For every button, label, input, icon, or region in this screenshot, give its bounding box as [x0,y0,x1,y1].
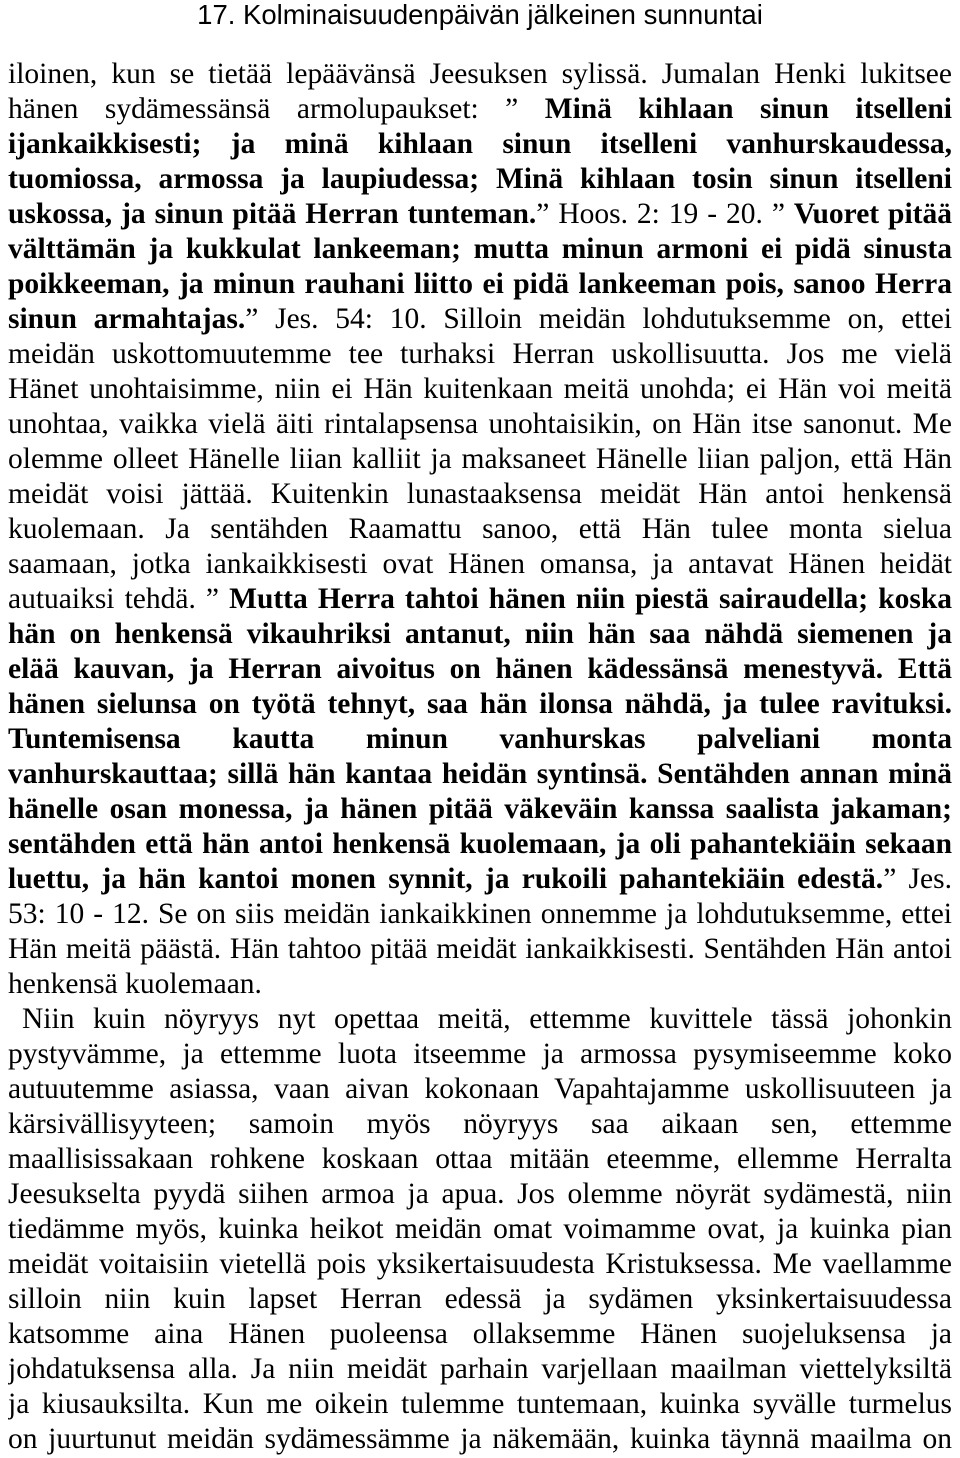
text-run: autuutemme asiassa, vaan aivan kokonaan Vapahtajamme uskollisuuteen ja [8,1073,952,1105]
text-run: olemme olleet Hänelle liian kalliit ja maksaneet Hänelle liian paljon, että Hän [8,443,952,475]
text-line [8,407,952,442]
text-run: Niin kuin nöyryys nyt opettaa meitä, ettemme kuvittele tässä johonkin [22,1003,952,1035]
bold-quote-run: hänen sielunsa on työtä tehnyt, saa hän ilonsa nähdä, ja tulee ravituksi. [8,688,952,720]
text-run: johdatuksensa alla. Ja niin meidät parhain varjellaan maailman viettelyksiltä [8,1353,952,1385]
text-line [8,197,952,232]
bold-quote-run: elää kauvan, ja Herran aivoitus on hänen kädessänsä menestyvä. Että [8,653,952,685]
text-line [8,1212,952,1247]
bold-quote-run: Minä kihlaan sinun itselleni [544,93,952,125]
text-line [8,267,952,302]
text-run: silloin niin kuin lapset Herran edessä ja sydämen yksinkertaisuudessa [8,1283,952,1315]
text-line [8,687,952,722]
text-line [8,372,952,407]
text-run: kuolemaan. Ja sentähden Raamattu sanoo, että Hän tulee monta sielua [8,513,952,545]
bold-quote-run: Tuntemisensa kautta minun vanhurskas palveliani monta [8,723,952,755]
text-run: meidät voitaisiin vietellä pois yksikertaisuudesta Kristuksessa. Me vaellamme [8,1248,952,1280]
text-line [8,232,952,267]
text-line [8,932,952,967]
text-run: maallisissakaan rohkene koskaan ottaa mitään eteemme, ellemme Herralta [8,1143,952,1175]
text-line [8,337,952,372]
bold-quote-run: poikkeeman, ja minun rauhani liitto ei pidä lankeeman pois, sanoo Herra [8,268,952,300]
text-line [8,1352,952,1387]
text-line [8,967,952,1002]
text-line [8,442,952,477]
text-run: katsomme aina Hänen puoleensa ollaksemme Hänen suojeluksensa ja [8,1318,952,1350]
text-run: Jeesukselta pyydä siihen armoa ja apua. Jos olemme nöyrät sydämestä, niin [8,1178,952,1210]
text-run: meidän uskottomuutemme tee turhaksi Herran uskollisuutta. Jos me vielä [8,338,952,370]
text-run: tiedämme myös, kuinka heikot meidän omat voimamme ovat, ja kuinka pian [8,1213,952,1245]
bold-quote-run: vanhurskauttaa; sillä hän kantaa heidän syntinsä. Sentähden annan minä [8,758,952,790]
text-line [8,1072,952,1107]
text-line [8,617,952,652]
text-line [8,1177,952,1212]
running-header: 17. Kolminaisuudenpäivän jälkeinen sunnuntai [197,0,763,30]
bold-quote-run: luettu, ja hän kantoi monen synnit, ja rukoili pahantekiäin edestä. [8,863,884,895]
bold-quote-run: hän on henkensä vikauhriksi antanut, niin hän saa nähdä siemenen ja [8,618,952,650]
text-line [8,57,952,92]
bold-quote-run: tuomiossa, armossa ja laupiudessa; Minä kihlaan tosin sinun itselleni [8,163,952,195]
text-run: saamaan, jotka iankaikkisesti ovat Hänen omansa, ja antavat Hänen heidät [8,548,952,580]
text-line [8,582,952,617]
bold-quote-run: uskossa, ja sinun pitää Herran tunteman. [8,198,537,230]
text-run: pystyvämme, ja ettemme luota itseemme ja armossa pysymiseemme koko [8,1038,952,1070]
bold-quote-run: Mutta Herra tahtoi hänen niin piestä sairaudella; koska [229,583,952,615]
text-line [8,127,952,162]
text-line [8,1037,952,1072]
text-run: kärsivällisyyteen; samoin myös nöyryys saa aikaan sen, ettemme [8,1108,952,1140]
text-line [8,92,952,127]
paragraph-1 [8,57,952,1002]
paragraph-2 [8,1002,952,1457]
text-line [8,1107,952,1142]
text-line [8,652,952,687]
text-run: iloinen, kun se tietää lepäävänsä Jeesuksen sylissä. Jumalan Henki lukitsee [8,58,952,90]
bold-quote-run: Vuoret pitää [793,198,952,230]
text-line [8,862,952,897]
bold-quote-run: hänelle osan monessa, ja hänen pitää väkeväin kanssa saalista jakaman; [8,793,952,825]
text-line [8,547,952,582]
text-run: Hänet unohtaisimme, niin ei Hän kuitenkaan meitä unohda; ei Hän voi meitä [8,373,952,405]
bold-quote-run: sentähden että hän antoi henkensä kuolemaan, ja oli pahantekiäin sekaan [8,828,952,860]
bold-quote-run: ijankaikkisesti; ja minä kihlaan sinun itselleni vanhurskaudessa, [8,128,952,160]
text-line [8,897,952,932]
text-run: Hän meitä päästä. Hän tahtoo pitää meidät iankaikkisesti. Sentähden Hän antoi [8,933,952,965]
text-line [8,477,952,512]
text-run: hänen sydämessänsä armolupaukset: ” [8,93,545,125]
text-line [8,1387,952,1422]
text-line [8,1282,952,1317]
text-line [8,162,952,197]
text-run: unohtaa, vaikka vielä äiti rintalapsensa unohtaisikin, on Hän itse sanonut. Me [8,408,952,440]
text-line [8,827,952,862]
text-line [8,722,952,757]
text-line [8,1422,952,1457]
text-line [8,1317,952,1352]
text-run: ” Hoos. 2: 19 - 20. ” [536,198,794,230]
bold-quote-run: sinun armahtajas. [8,303,246,335]
text-line [8,792,952,827]
bold-quote-run: välttämän ja kukkulat lankeeman; mutta minun armoni ei pidä sinusta [8,233,952,265]
text-line [8,302,952,337]
text-run: meidät voisi jättää. Kuitenkin lunastaaksensa meidät Hän antoi henkensä [8,478,952,510]
text-run: henkensä kuolemaan. [8,968,262,1000]
text-run: autuaiksi tehdä. ” [8,583,230,615]
text-run: 53: 10 - 12. Se on siis meidän iankaikkinen onnemme ja lohdutuksemme, ettei [8,898,952,930]
text-line [8,1142,952,1177]
text-line [8,1247,952,1282]
text-line [8,1002,952,1037]
text-run: on juurtunut meidän sydämessämme ja näkemään, kuinka täynnä maailma on [8,1423,952,1455]
text-run: ” Jes. [883,863,952,895]
text-run: ” Jes. 54: 10. Silloin meidän lohdutuksemme on, ettei [245,303,952,335]
text-line [8,757,952,792]
text-run: ja kiusauksilta. Kun me oikein tulemme tuntemaan, kuinka syvälle turmelus [8,1388,952,1420]
text-line [8,512,952,547]
document-body [8,57,952,1457]
